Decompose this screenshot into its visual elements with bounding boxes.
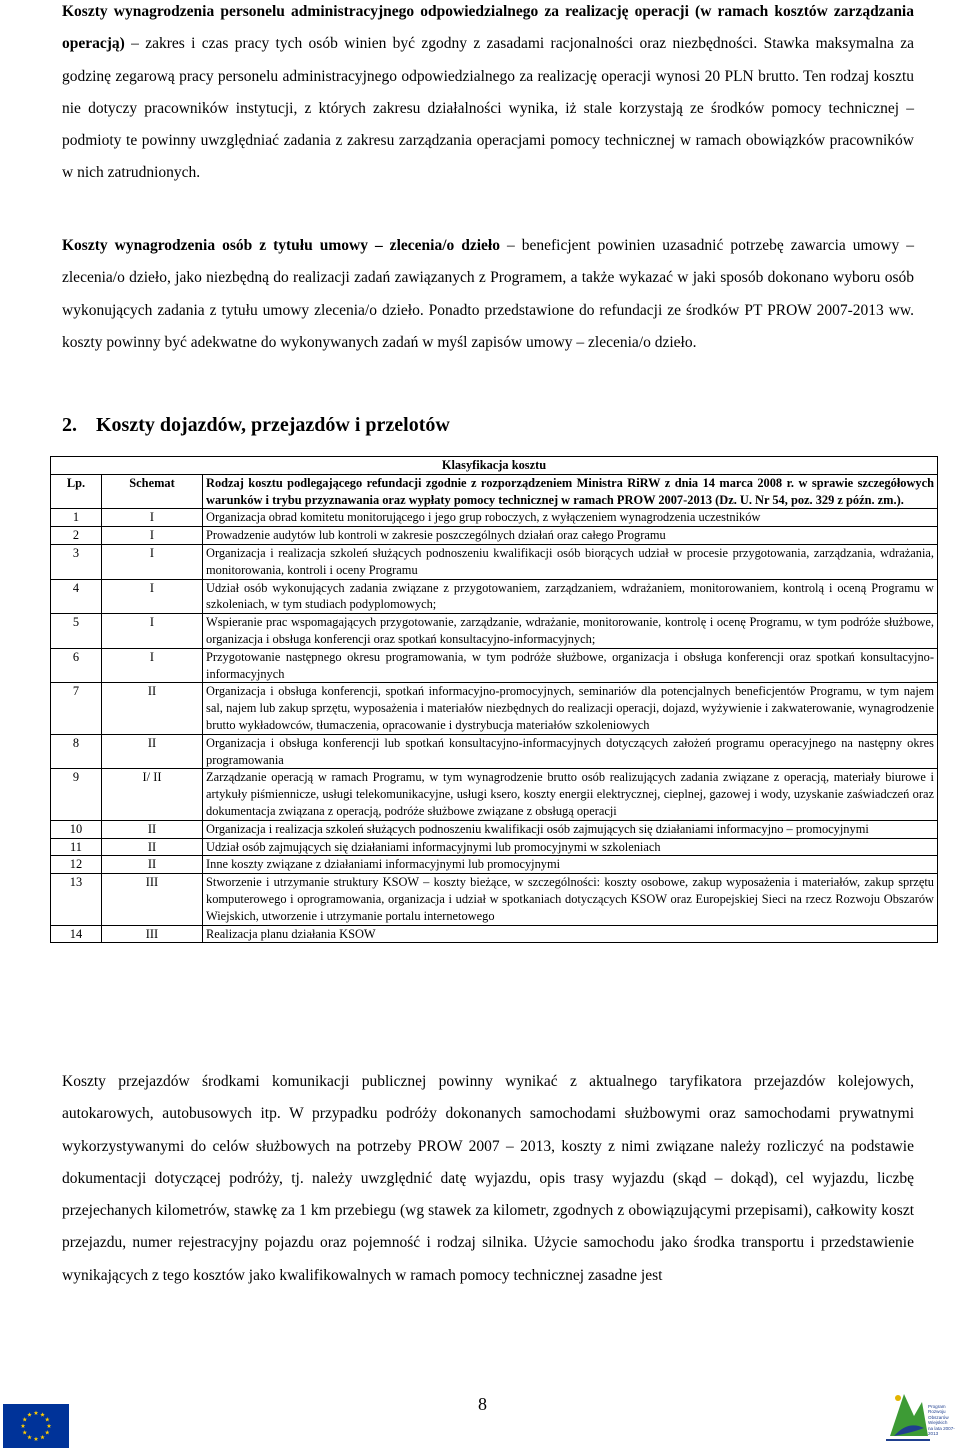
row-schemat: I	[102, 527, 203, 545]
table-row	[51, 683, 938, 734]
row-lp: 11	[51, 838, 102, 856]
row-schemat: I	[102, 544, 203, 579]
row-schemat: I/ II	[102, 769, 203, 820]
table-row	[51, 820, 938, 838]
row-lp: 6	[51, 648, 102, 683]
table-row	[51, 544, 938, 579]
row-lp: 10	[51, 820, 102, 838]
table-row	[51, 614, 938, 649]
row-lp: 7	[51, 683, 102, 734]
paragraph-body: – beneficjent powinien uzasadnić potrzebę zawarcia umowy – zlecenia/o dzieło, jako niezbędną do realizacji zadań zawiązanych z Programem, a także wykazać w jaki sposób dokonano wyboru osób wykonujących zadania z tytułu umowy zlecenia/o dzieło. Ponadto przedstawione do refundacji ze środków PT PROW 2007-2013 ww. koszty powinny być adekwatne do wykonywanych zadań w myśl zapisów umowy – zlecenia/o dzieło.	[62, 237, 914, 351]
paragraph-bold-lead: Koszty wynagrodzenia personelu administracyjnego odpowiedzialnego za realizację operacji (w ramach kosztów zarządzania operacją)	[62, 3, 914, 53]
header-rodzaj-kosztu: Rodzaj kosztu podlegającego refundacji zgodnie z rozporządzeniem Ministra RiRW z dnia 14 marca 2008 r. w sprawie szczegółowych warunków i trybu przyznawania oraz wypłaty pomocy technicznej w ramach PROW 2007-2013 (Dz. U. Nr 54, poz. 329 z późn. zm.).	[203, 474, 938, 509]
row-schemat: II	[102, 820, 203, 838]
row-lp: 9	[51, 769, 102, 820]
prow-logo	[884, 1376, 956, 1448]
row-rodzaj-kosztu: Organizacja i obsługa konferencji lub spotkań konsultacyjno-informacyjnych dotyczących założeń programu operacyjnego na następny okres programowania	[203, 734, 938, 769]
table-row	[51, 734, 938, 769]
eu-flag-icon	[3, 1404, 69, 1448]
row-rodzaj-kosztu: Przygotowanie następnego okresu programowania, w tym podróże służbowe, organizacja i obsługa konferencji oraz spotkań konsultacyjno-informacyjnych	[203, 648, 938, 683]
row-lp: 5	[51, 614, 102, 649]
row-rodzaj-kosztu: Udział osób wykonujących zadania związane z przygotowaniem, zarządzaniem, wdrażaniem, monitorowaniem, kontrolą i oceną Programu w szkoleniach, w tym studiach podyplomowych;	[203, 579, 938, 614]
table-header-row	[51, 474, 938, 509]
section-number: 2.	[62, 414, 77, 436]
paragraph-management-costs	[62, 0, 914, 190]
row-rodzaj-kosztu: Stworzenie i utrzymanie struktury KSOW – koszty bieżące, w szczególności: koszty osobowe, zakup wyposażenia i materiałów, zakup sprzętu komputerowego i oprogramowania, organizacja i udział w spotkaniach dotyczących KSOW oraz Europejskiej Sieci na rzecz Rozwoju Obszarów Wiejskich, utworzenie i utrzymanie portalu internetowego	[203, 874, 938, 925]
header-schemat: Schemat	[102, 474, 203, 509]
table-classification-header: Klasyfikacja kosztu	[51, 457, 938, 475]
row-rodzaj-kosztu: Realizacja planu działania KSOW	[203, 925, 938, 943]
table-row	[51, 925, 938, 943]
table-row	[51, 527, 938, 545]
row-schemat: II	[102, 856, 203, 874]
table-row	[51, 874, 938, 925]
paragraph-bold-lead: Koszty wynagrodzenia osób z tytułu umowy – zlecenia/o dzieło	[62, 237, 500, 254]
row-lp: 12	[51, 856, 102, 874]
row-lp: 14	[51, 925, 102, 943]
row-lp: 2	[51, 527, 102, 545]
table-row	[51, 769, 938, 820]
section-title: Koszty dojazdów, przejazdów i przelotów	[96, 414, 450, 436]
page-number: 8	[478, 1394, 487, 1414]
row-schemat: I	[102, 579, 203, 614]
row-rodzaj-kosztu: Inne koszty związane z działaniami informacyjnymi lub promocyjnymi	[203, 856, 938, 874]
row-rodzaj-kosztu: Organizacja i realizacja szkoleń służących podnoszeniu kwalifikacji osób biorących udział w procesie przygotowania, zarządzania, wdrażania, monitorowania, kontroli i oceny Programu	[203, 544, 938, 579]
table-row	[51, 579, 938, 614]
eu-flag-background	[3, 1404, 69, 1448]
row-rodzaj-kosztu: Organizacja obrad komitetu monitorującego i jego grup roboczych, z wyłączeniem wynagrodzenia uczestników	[203, 509, 938, 527]
row-schemat: II	[102, 838, 203, 856]
row-rodzaj-kosztu: Zarządzanie operacją w ramach Programu, w tym wynagrodzenie brutto osób realizujących zadania związane z operacją, materiały biurowe i artykuły piśmiennicze, usługi telekomunikacyjne, usługi ksero, koszty energii elektrycznej, cieplnej, gazowej i wody, uzyskanie zaświadczeń oraz dokumentacja związana z operacją, podróże służbowe związane z obsługą operacji	[203, 769, 938, 820]
prow-logo-text: Program Rozwoju Obszarów Wiejskich na lata 2007-2013	[928, 1404, 955, 1437]
row-rodzaj-kosztu: Udział osób zajmujących się działaniami informacyjnymi lub promocyjnymi w szkoleniach	[203, 838, 938, 856]
cost-classification-table	[50, 456, 938, 943]
header-lp: Lp.	[51, 474, 102, 509]
section-heading	[62, 414, 450, 437]
row-schemat: I	[102, 648, 203, 683]
row-schemat: III	[102, 925, 203, 943]
row-lp: 3	[51, 544, 102, 579]
row-schemat: III	[102, 874, 203, 925]
row-schemat: II	[102, 683, 203, 734]
row-lp: 4	[51, 579, 102, 614]
row-schemat: I	[102, 614, 203, 649]
paragraph-contract-costs	[62, 230, 914, 359]
row-rodzaj-kosztu: Organizacja i obsługa konferencji, spotkań informacyjno-promocyjnych, seminariów dla potencjalnych beneficjentów Programu, w tym najem sal, najem lub zakup sprzętu, wyposażenia i materiałów niezbędnych do realizacji operacji, dojazd, wyżywienie i zakwaterowanie, wynagrodzenie brutto wykładowców, tłumaczenia, opracowanie i dystrybucja materiałów szkoleniowych	[203, 683, 938, 734]
table-classification-row	[51, 457, 938, 475]
table-row	[51, 509, 938, 527]
row-lp: 13	[51, 874, 102, 925]
row-schemat: II	[102, 734, 203, 769]
paragraph-travel-costs: Koszty przejazdów środkami komunikacji publicznej powinny wynikać z aktualnego taryfikatora przejazdów kolejowych, autokarowych, autobusowych itp. W przypadku podróży dokonanych samochodami służbowymi oraz samochodami prywatnymi wykorzystywanymi do celów służbowych na potrzeby PROW 2007 – 2013, koszty z nimi związane należy rozliczyć na podstawie dokumentacji dotyczącej podróży, tj. należy uwzględnić datę wyjazdu, opis trasy wyjazdu (skąd – dokąd), cel wyjazdu, liczbę przejechanych kilometrów, stawkę za 1 km przebiegu (wg stawek za kilometr, zgodnych z obowiązującymi przepisami), całkowity koszt przejazdu, numer rejestracyjny pojazdu oraz pojemność i rodzaj silnika. Użycie samochodu jako środka transportu i przedstawienie wynikających z tego kosztów jako kwalifikowalnych w ramach pomocy technicznej zasadne jest	[62, 1073, 914, 1284]
paragraph-body: – zakres i czas pracy tych osób winien być zgodny z zasadami racjonalności oraz niezbędności. Stawka maksymalna za godzinę zegarową pracy personelu administracyjnego odpowiedzialnego za realizację operacji wynosi 20 PLN brutto. Ten rodzaj kosztu nie dotyczy pracowników instytucji, z których zakresu działalności wynika, iż stale korzystają ze środków pomocy technicznej – podmioty te powinny uwzględniać zadania z zakresu zarządzania operacjami pomocy technicznej w ramach obowiązków pracowników w nich zatrudnionych.	[62, 35, 914, 182]
row-lp: 8	[51, 734, 102, 769]
row-rodzaj-kosztu: Prowadzenie audytów lub kontroli w zakresie poszczególnych działań oraz całego Programu	[203, 527, 938, 545]
table-row	[51, 838, 938, 856]
row-lp: 1	[51, 509, 102, 527]
row-rodzaj-kosztu: Wspieranie prac wspomagających przygotowanie, zarządzanie, wdrażanie, monitorowanie, kontrolę i ocenę Programu, w tym podróże służbowe, organizacja i obsługa konferencji oraz spotkań konsultacyjno-informacyjnych;	[203, 614, 938, 649]
row-rodzaj-kosztu: Organizacja i realizacja szkoleń służących podnoszeniu kwalifikacji osób zajmujących się działaniami informacyjno – promocyjnymi	[203, 820, 938, 838]
table-row	[51, 648, 938, 683]
table-row	[51, 856, 938, 874]
row-schemat: I	[102, 509, 203, 527]
